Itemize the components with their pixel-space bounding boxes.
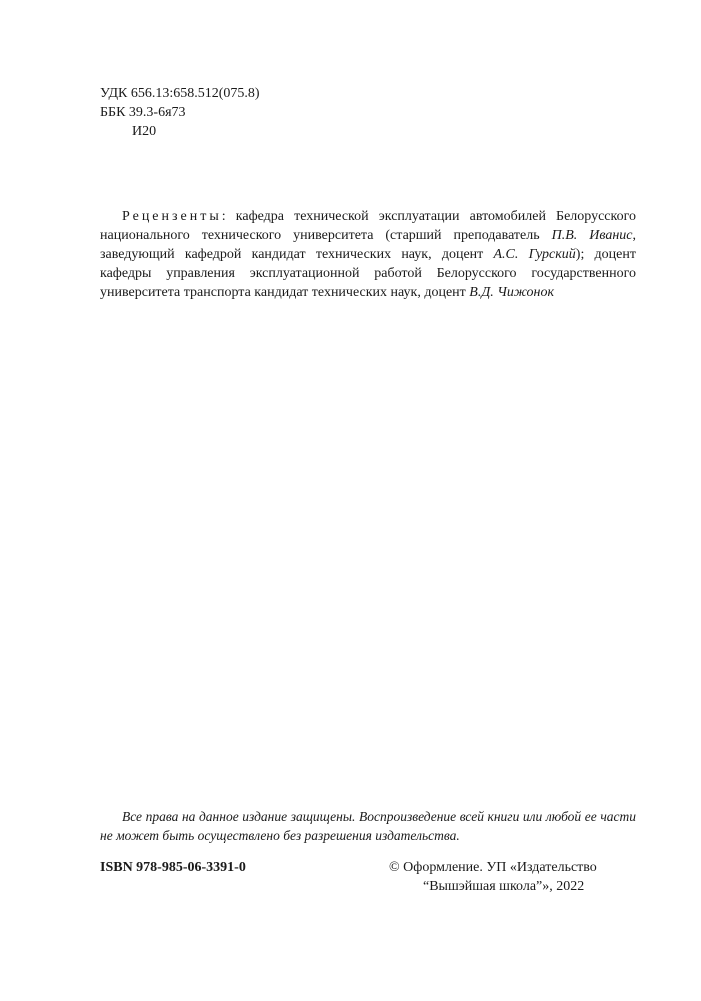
reviewer-name-3: В.Д. Чижонок [469, 285, 555, 300]
copyright-line-1: © Оформление. УП «Издательство [389, 860, 597, 875]
bbk-code: ББК 39.3-6я73 [100, 105, 186, 120]
reviewer-name-2: А.С. Гурский [493, 247, 576, 262]
reviewers-text-2: , заведующий кафедрой кандидат технических наук, доцент [100, 228, 636, 262]
author-mark: И20 [132, 124, 157, 139]
udk-code: УДК 656.13:658.512(075.8) [100, 86, 260, 101]
reviewers-text-1: : кафедра технической эксплуатации автомобилей Белорусского национального технического университета (старший преподаватель [100, 209, 636, 243]
classification-block [100, 84, 260, 141]
reviewers-text-3: ); доцент кафедры управления эксплуатационной работой Белорусского государственного университета транспорта кандидат технических наук, доцент [100, 247, 636, 300]
isbn-number: ISBN 978-985-06-3391-0 [100, 860, 246, 875]
reviewer-name-1: П.В. Иванис [551, 228, 633, 243]
reviewers-paragraph [100, 207, 636, 302]
copyright-notice [389, 858, 639, 896]
reviewers-label: Рецензенты [122, 209, 222, 224]
copyright-line-2: “Вышэйшая школа”», 2022 [423, 879, 585, 894]
rights-notice: Все права на данное издание защищены. Воспроизведение всей книги или любой ее части не может быть осуществлено без разрешения издательства. [100, 809, 636, 843]
